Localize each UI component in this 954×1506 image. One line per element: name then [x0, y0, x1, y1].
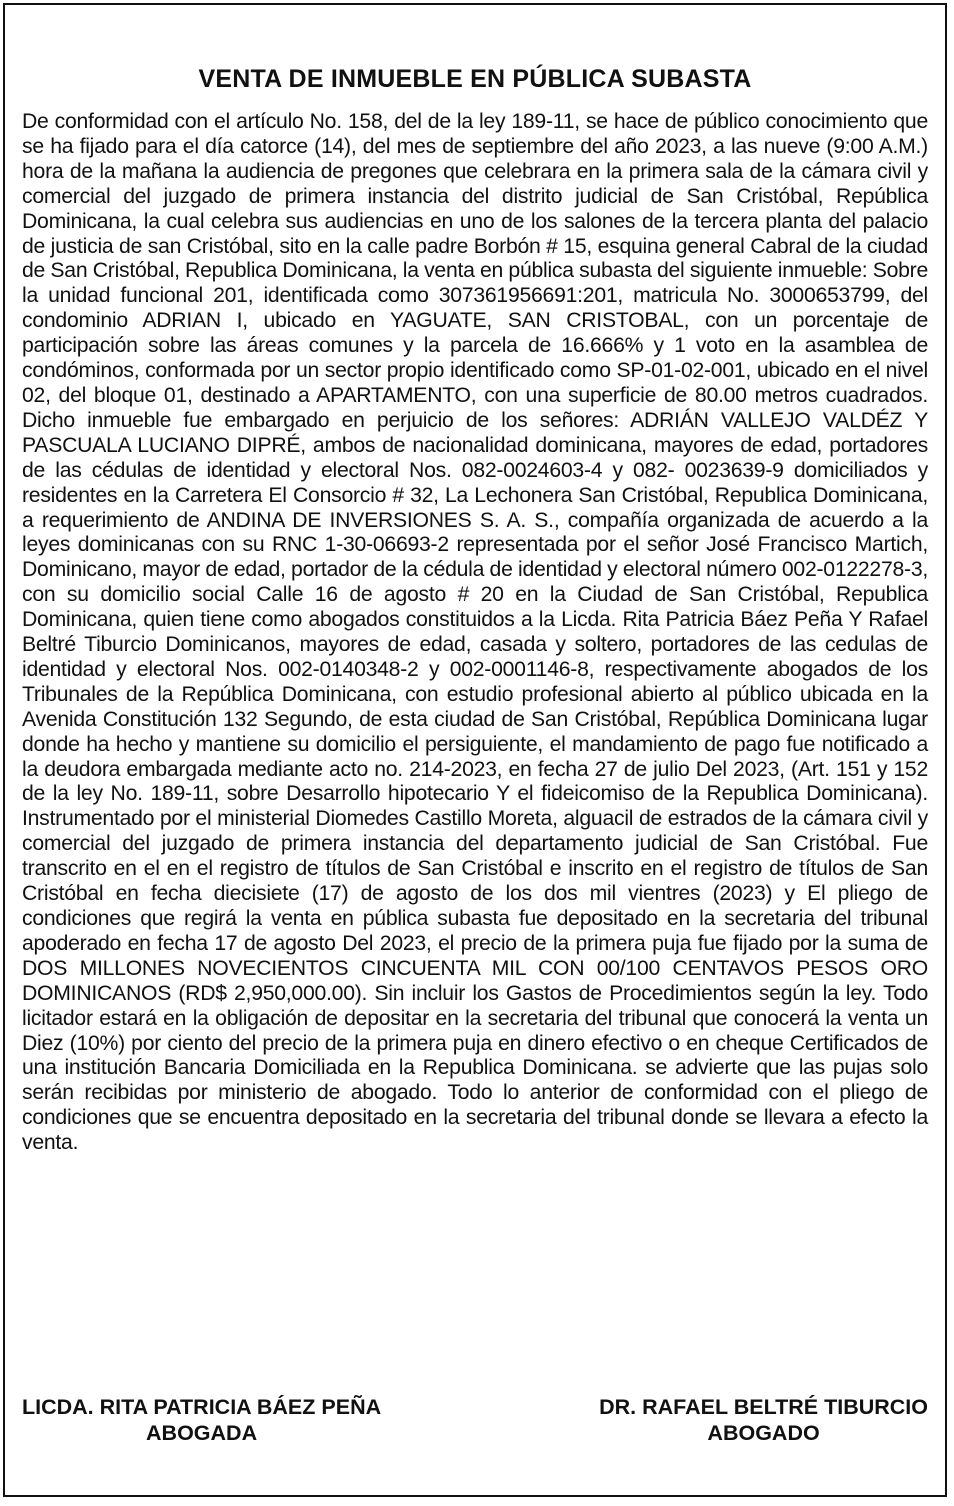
signature-left-name: LICDA. RITA PATRICIA BÁEZ PEÑA: [22, 1395, 382, 1419]
signature-block: [22, 1394, 928, 1446]
notice-title: VENTA DE INMUEBLE EN PÚBLICA SUBASTA: [198, 65, 752, 93]
signature-right-name: DR. RAFAEL BELTRÉ TIBURCIO: [599, 1395, 928, 1419]
notice-body: De conformidad con el artículo No. 158, del de la ley 189-11, se hace de público conocimiento que se ha fijado para el día catorce (14), del mes de septiembre del año 2023, a las nueve (9:00 A.M.) hora de la mañana la audiencia de pregones que celebrara en la primera sala de la cámara civil y comercial del juzgado de primera instancia del distrito judicial de San Cristóbal, República Dominicana, la cual celebra sus audiencias en uno de los salones de la tercera planta del palacio de justicia de san Cristóbal, sito en la calle padre Borbón # 15, esquina general Cabral de la ciudad de San Cristóbal, Republica Dominicana, la venta en pública subasta del siguiente inmueble: Sobre la unidad funcional 201, identificada como 307361956691:201, matricula No. 3000653799, del condominio ADRIAN I, ubicado en YAGUATE, SAN CRISTOBAL, con un porcentaje de participación sobre las áreas comunes y la parcela de 16.666% y 1 voto en la asamblea de condóminos, conformada por un sector propio identificado como SP-01-02-001, ubicado en el nivel 02, del bloque 01, destinado a APARTAMENTO, con una superficie de 80.00 metros cuadrados. Dicho inmueble fue embargado en perjuicio de los señores: ADRIÁN VALLEJO VALDÉZ Y PASCUALA LUCIANO DIPRÉ, ambos de nacionalidad dominicana, mayores de edad, portadores de las cédulas de identidad y electoral Nos. 082-0024603-4 y 082- 0023639-9 domiciliados y residentes en la Carretera El Consorcio # 32, La Lechonera San Cristóbal, Republica Dominicana, a requerimiento de ANDINA DE INVERSIONES S. A. S., compañía organizada de acuerdo a la leyes dominicanas con su RNC 1-30-06693-2 representada por el señor José Francisco Martich, Dominicano, mayor de edad, portador de la cédula de identidad y electoral número 002-0122278-3, con su domicilio social Calle 16 de agosto # 20 en la Ciudad de San Cristóbal, Republica Dominicana, quien tiene como abogados constituidos a la Licda. Rita Patricia Báez Peña Y Rafael Beltré Tiburcio Dominicanos, mayores de edad, casada y soltero, portadores de las cedulas de identidad y electoral Nos. 002-0140348-2 y 002-0001146-8, respectivamente abogados de los Tribunales de la República Dominicana, con estudio profesional abierto al público ubicada en la Avenida Constitución 132 Segundo, de esta ciudad de San Cristóbal, República Dominicana lugar donde ha hecho y mantiene su domicilio el persiguiente, el mandamiento de pago fue notificado a la deudora embargada mediante acto no. 214-2023, en fecha 27 de julio Del 2023, (Art. 151 y 152 de la ley No. 189-11, sobre Desarrollo hipotecario Y el fideicomiso de la Republica Dominicana). Instrumentado por el ministerial Diomedes Castillo Moreta, alguacil de estrados de la cámara civil y comercial del juzgado de primera instancia del departamento judicial de San Cristóbal. Fue transcrito en el en el registro de títulos de San Cristóbal e inscrito en el registro de títulos de San Cristóbal en fecha diecisiete (17) de agosto de los dos mil vientres (2023) y El pliego de condiciones que regirá la venta en pública subasta fue depositado en la secretaria del tribunal apoderado en fecha 17 de agosto Del 2023, el precio de la primera puja fue fijado por la suma de DOS MILLONES NOVECIENTOS CINCUENTA MIL CON 00/100 CENTAVOS PESOS ORO DOMINICANOS (RD$ 2,950,000.00). Sin incluir los Gastos de Procedimientos según la ley. Todo licitador estará en la obligación de depositar en la secretaria del tribunal que conocerá la venta un Diez (10%) por ciento del precio de la primera puja en dinero efectivo o en cheque Certificados de una institución Bancaria Domiciliada en la Republica Dominicana. se advierte que las pujas solo serán recibidas por ministerio de abogado. Todo lo anterior de conformidad con el pliego de condiciones que se encuentra depositado en la secretaria del tribunal donde se llevara a efecto la venta.: [22, 110, 928, 1155]
legal-notice: [22, 62, 928, 1156]
signature-right-role: ABOGADO: [707, 1421, 820, 1445]
signature-left-role: ABOGADA: [146, 1421, 258, 1445]
signature-right: [599, 1394, 928, 1446]
signature-left: [22, 1394, 381, 1446]
